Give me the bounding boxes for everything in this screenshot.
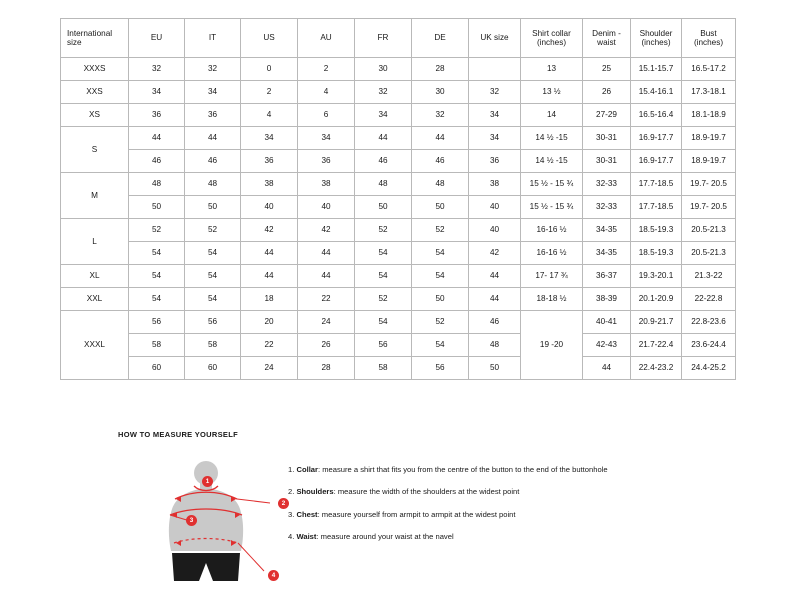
table-cell: 32 xyxy=(469,81,521,104)
column-header-fr: FR xyxy=(355,19,412,58)
table-cell: 50 xyxy=(469,357,521,380)
table-cell: 54 xyxy=(185,242,241,265)
table-cell: 20.9-21.7 xyxy=(631,311,682,334)
table-cell: 38 xyxy=(241,173,298,196)
column-header-it: IT xyxy=(185,19,241,58)
table-cell: 54 xyxy=(355,311,412,334)
measure-instruction-item: 3. Chest: measure yourself from armpit to armpit at the widest point xyxy=(288,509,516,519)
table-cell: 52 xyxy=(412,219,469,242)
table-cell: 16-16 ½ xyxy=(521,219,583,242)
table-cell: 6 xyxy=(298,104,355,127)
table-row xyxy=(61,357,736,380)
table-cell: 54 xyxy=(185,265,241,288)
table-cell: 20.5-21.3 xyxy=(682,242,736,265)
table-cell: 44 xyxy=(298,242,355,265)
table-cell: 15 ½ - 15 ¾ xyxy=(521,196,583,219)
table-cell: 17.7-18.5 xyxy=(631,173,682,196)
measure-instruction-item: 1. Collar: measure a shirt that fits you from the centre of the button to the end of the buttonhole xyxy=(288,465,608,474)
table-cell: 54 xyxy=(412,265,469,288)
table-cell: 34-35 xyxy=(583,242,631,265)
table-cell: 54 xyxy=(185,288,241,311)
callout-badge-2: 2 xyxy=(278,498,289,509)
table-row xyxy=(61,196,736,219)
table-cell: 60 xyxy=(185,357,241,380)
table-cell: 16.9-17.7 xyxy=(631,127,682,150)
table-body xyxy=(61,58,736,380)
table-cell: 52 xyxy=(355,288,412,311)
table-cell: 48 xyxy=(129,173,185,196)
table-cell: 38-39 xyxy=(583,288,631,311)
table-cell: 34-35 xyxy=(583,219,631,242)
table-cell: 36-37 xyxy=(583,265,631,288)
table-cell: 2 xyxy=(241,81,298,104)
table-cell: 50 xyxy=(412,196,469,219)
table-row xyxy=(61,219,736,242)
measure-item-text: : measure a shirt that fits you from the centre of the button to the end of the buttonhole xyxy=(318,465,608,474)
table-cell: 2 xyxy=(298,58,355,81)
table-cell: 18.9-19.7 xyxy=(682,127,736,150)
table-cell: 32-33 xyxy=(583,196,631,219)
table-cell: 28 xyxy=(298,357,355,380)
table-cell: 24.4-25.2 xyxy=(682,357,736,380)
table-cell: 56 xyxy=(185,311,241,334)
table-cell: 32 xyxy=(355,81,412,104)
measure-item-label: Shoulders xyxy=(296,487,334,497)
table-cell: 19.7- 20.5 xyxy=(682,196,736,219)
column-header-uk-size: UK size xyxy=(469,19,521,58)
table-cell: 46 xyxy=(185,150,241,173)
table-cell: 50 xyxy=(412,288,469,311)
column-header-de: DE xyxy=(412,19,469,58)
table-cell: 32 xyxy=(412,104,469,127)
table-cell: 15.1-15.7 xyxy=(631,58,682,81)
table-cell: 48 xyxy=(185,173,241,196)
measure-item-text: : measure around your waist at the navel xyxy=(316,531,454,541)
callout-badge-4: 4 xyxy=(268,570,279,581)
torso-illustration-svg xyxy=(118,459,278,584)
table-cell xyxy=(469,58,521,81)
table-cell: 54 xyxy=(129,242,185,265)
size-label-cell: XL xyxy=(61,265,129,288)
table-cell: 44 xyxy=(583,357,631,380)
table-cell: 20.5-21.3 xyxy=(682,219,736,242)
table-cell: 18 xyxy=(241,288,298,311)
table-cell: 46 xyxy=(129,150,185,173)
table-row xyxy=(61,242,736,265)
table-cell: 46 xyxy=(355,150,412,173)
table-cell: 54 xyxy=(129,288,185,311)
table-cell: 36 xyxy=(469,150,521,173)
how-to-measure-title: HOW TO MEASURE YOURSELF xyxy=(118,430,238,439)
table-cell: 46 xyxy=(469,311,521,334)
measure-item-number: 4 xyxy=(288,531,293,541)
table-cell: 50 xyxy=(355,196,412,219)
table-row xyxy=(61,150,736,173)
table-cell: 48 xyxy=(469,334,521,357)
table-cell: 0 xyxy=(241,58,298,81)
table-cell: 42 xyxy=(241,219,298,242)
table-cell: 60 xyxy=(129,357,185,380)
table-cell: 54 xyxy=(412,242,469,265)
measure-item-text: : measure yourself from armpit to armpit at the widest point xyxy=(317,509,516,519)
table-cell: 16-16 ½ xyxy=(521,242,583,265)
table-cell: 54 xyxy=(355,242,412,265)
table-row xyxy=(61,265,736,288)
column-header-shoulder: Shoulder (inches) xyxy=(631,19,682,58)
measure-item-number: 1 xyxy=(288,465,293,474)
table-cell: 4 xyxy=(298,81,355,104)
table-cell: 52 xyxy=(129,219,185,242)
table-cell: 22-22.8 xyxy=(682,288,736,311)
measure-item-number: 3 xyxy=(288,509,293,519)
table-cell: 58 xyxy=(185,334,241,357)
table-cell: 30 xyxy=(355,58,412,81)
size-label-cell: M xyxy=(61,173,129,219)
callout-badge-3: 3 xyxy=(186,515,197,526)
table-cell: 58 xyxy=(355,357,412,380)
column-header-eu: EU xyxy=(129,19,185,58)
table-cell: 18.1-18.9 xyxy=(682,104,736,127)
measure-instruction-item: 2. Shoulders: measure the width of the shoulders at the widest point xyxy=(288,487,520,497)
table-cell: 14 ½ -15 xyxy=(521,127,583,150)
table-cell: 13 ½ xyxy=(521,81,583,104)
table-cell: 42 xyxy=(469,242,521,265)
table-row xyxy=(61,127,736,150)
measure-item-label: Collar xyxy=(296,465,318,474)
measure-item-number: 2 xyxy=(288,487,293,497)
table-cell: 20.1-20.9 xyxy=(631,288,682,311)
table-cell: 52 xyxy=(412,311,469,334)
table-cell: 14 xyxy=(521,104,583,127)
table-cell: 17.7-18.5 xyxy=(631,196,682,219)
table-row xyxy=(61,81,736,104)
table-cell: 22 xyxy=(298,288,355,311)
table-cell: 34 xyxy=(469,127,521,150)
table-cell: 17- 17 ¾ xyxy=(521,265,583,288)
table-row xyxy=(61,288,736,311)
table-cell: 19.3-20.1 xyxy=(631,265,682,288)
table-cell: 56 xyxy=(129,311,185,334)
table-cell: 54 xyxy=(129,265,185,288)
size-label-cell: XXXL xyxy=(61,311,129,380)
table-cell: 4 xyxy=(241,104,298,127)
table-cell: 34 xyxy=(241,127,298,150)
table-cell: 44 xyxy=(355,127,412,150)
table-cell: 34 xyxy=(298,127,355,150)
table-cell: 18-18 ½ xyxy=(521,288,583,311)
table-cell: 32 xyxy=(129,58,185,81)
table-cell: 20 xyxy=(241,311,298,334)
table-row xyxy=(61,58,736,81)
table-cell: 36 xyxy=(241,150,298,173)
column-header-shirt-collar: Shirt collar (inches) xyxy=(521,19,583,58)
table-cell: 34 xyxy=(355,104,412,127)
table-cell: 19.7- 20.5 xyxy=(682,173,736,196)
table-cell: 22 xyxy=(241,334,298,357)
table-cell: 44 xyxy=(469,288,521,311)
measure-instructions-list xyxy=(288,465,738,554)
table-cell: 21.3-22 xyxy=(682,265,736,288)
table-cell: 52 xyxy=(185,219,241,242)
table-row xyxy=(61,334,736,357)
table-cell: 42 xyxy=(298,219,355,242)
table-cell: 32 xyxy=(185,58,241,81)
table-cell: 13 xyxy=(521,58,583,81)
table-row xyxy=(61,173,736,196)
table-cell: 36 xyxy=(129,104,185,127)
column-header-denim-waist: Denim - waist xyxy=(583,19,631,58)
table-cell: 17.3-18.1 xyxy=(682,81,736,104)
table-cell: 42-43 xyxy=(583,334,631,357)
table-cell: 27-29 xyxy=(583,104,631,127)
size-label-cell: XXS xyxy=(61,81,129,104)
table-cell: 44 xyxy=(298,265,355,288)
table-cell: 24 xyxy=(298,311,355,334)
table-cell: 46 xyxy=(412,150,469,173)
table-cell: 28 xyxy=(412,58,469,81)
table-cell: 16.9-17.7 xyxy=(631,150,682,173)
table-cell: 40-41 xyxy=(583,311,631,334)
table-cell: 16.5-16.4 xyxy=(631,104,682,127)
column-header-international-size: International size xyxy=(61,19,129,58)
table-cell: 32-33 xyxy=(583,173,631,196)
table-cell: 44 xyxy=(129,127,185,150)
table-cell: 22.8-23.6 xyxy=(682,311,736,334)
table-cell: 44 xyxy=(241,242,298,265)
table-cell: 54 xyxy=(412,334,469,357)
table-cell: 40 xyxy=(241,196,298,219)
column-header-au: AU xyxy=(298,19,355,58)
table-cell: 25 xyxy=(583,58,631,81)
table-cell: 24 xyxy=(241,357,298,380)
table-cell: 50 xyxy=(129,196,185,219)
table-cell: 56 xyxy=(412,357,469,380)
table-cell: 44 xyxy=(412,127,469,150)
table-cell: 36 xyxy=(298,150,355,173)
table-cell: 34 xyxy=(469,104,521,127)
table-cell: 34 xyxy=(129,81,185,104)
table-cell: 19 -20 xyxy=(521,311,583,380)
table-cell: 40 xyxy=(469,219,521,242)
table-cell: 15.4-16.1 xyxy=(631,81,682,104)
table-cell: 38 xyxy=(469,173,521,196)
table-cell: 15 ½ - 15 ¾ xyxy=(521,173,583,196)
column-header-us: US xyxy=(241,19,298,58)
size-label-cell: XS xyxy=(61,104,129,127)
measure-item-text: : measure the width of the shoulders at the widest point xyxy=(333,487,520,497)
table-cell: 38 xyxy=(298,173,355,196)
table-cell: 26 xyxy=(298,334,355,357)
table-cell: 18.9-19.7 xyxy=(682,150,736,173)
table-cell: 50 xyxy=(185,196,241,219)
table-cell: 23.6-24.4 xyxy=(682,334,736,357)
table-cell: 44 xyxy=(241,265,298,288)
table-cell: 44 xyxy=(185,127,241,150)
table-row xyxy=(61,311,736,334)
table-cell: 18.5-19.3 xyxy=(631,219,682,242)
table-cell: 40 xyxy=(469,196,521,219)
column-header-bust: Bust (inches) xyxy=(682,19,736,58)
table-cell: 36 xyxy=(185,104,241,127)
table-cell: 40 xyxy=(298,196,355,219)
measure-instruction-item: 4. Waist: measure around your waist at the navel xyxy=(288,531,454,541)
table-cell: 48 xyxy=(355,173,412,196)
table-cell: 14 ½ -15 xyxy=(521,150,583,173)
size-label-cell: L xyxy=(61,219,129,265)
size-label-cell: XXL xyxy=(61,288,129,311)
table-cell: 26 xyxy=(583,81,631,104)
table-cell: 44 xyxy=(469,265,521,288)
table-cell: 58 xyxy=(129,334,185,357)
table-cell: 30-31 xyxy=(583,127,631,150)
table-cell: 16.5-17.2 xyxy=(682,58,736,81)
table-cell: 22.4-23.2 xyxy=(631,357,682,380)
table-cell: 30-31 xyxy=(583,150,631,173)
table-cell: 48 xyxy=(412,173,469,196)
table-cell: 21.7-22.4 xyxy=(631,334,682,357)
size-label-cell: XXXS xyxy=(61,58,129,81)
table-cell: 30 xyxy=(412,81,469,104)
callout-badge-1: 1 xyxy=(202,476,213,487)
table-header-row xyxy=(61,19,736,58)
table-cell: 56 xyxy=(355,334,412,357)
table-cell: 54 xyxy=(355,265,412,288)
torso-diagram xyxy=(118,459,286,584)
measure-item-label: Waist xyxy=(296,531,317,541)
table-cell: 18.5-19.3 xyxy=(631,242,682,265)
table-cell: 34 xyxy=(185,81,241,104)
size-chart-table xyxy=(60,18,736,380)
size-label-cell: S xyxy=(61,127,129,173)
how-to-measure-section xyxy=(118,430,738,579)
table-cell: 52 xyxy=(355,219,412,242)
table-row xyxy=(61,104,736,127)
measure-item-label: Chest xyxy=(296,509,318,519)
